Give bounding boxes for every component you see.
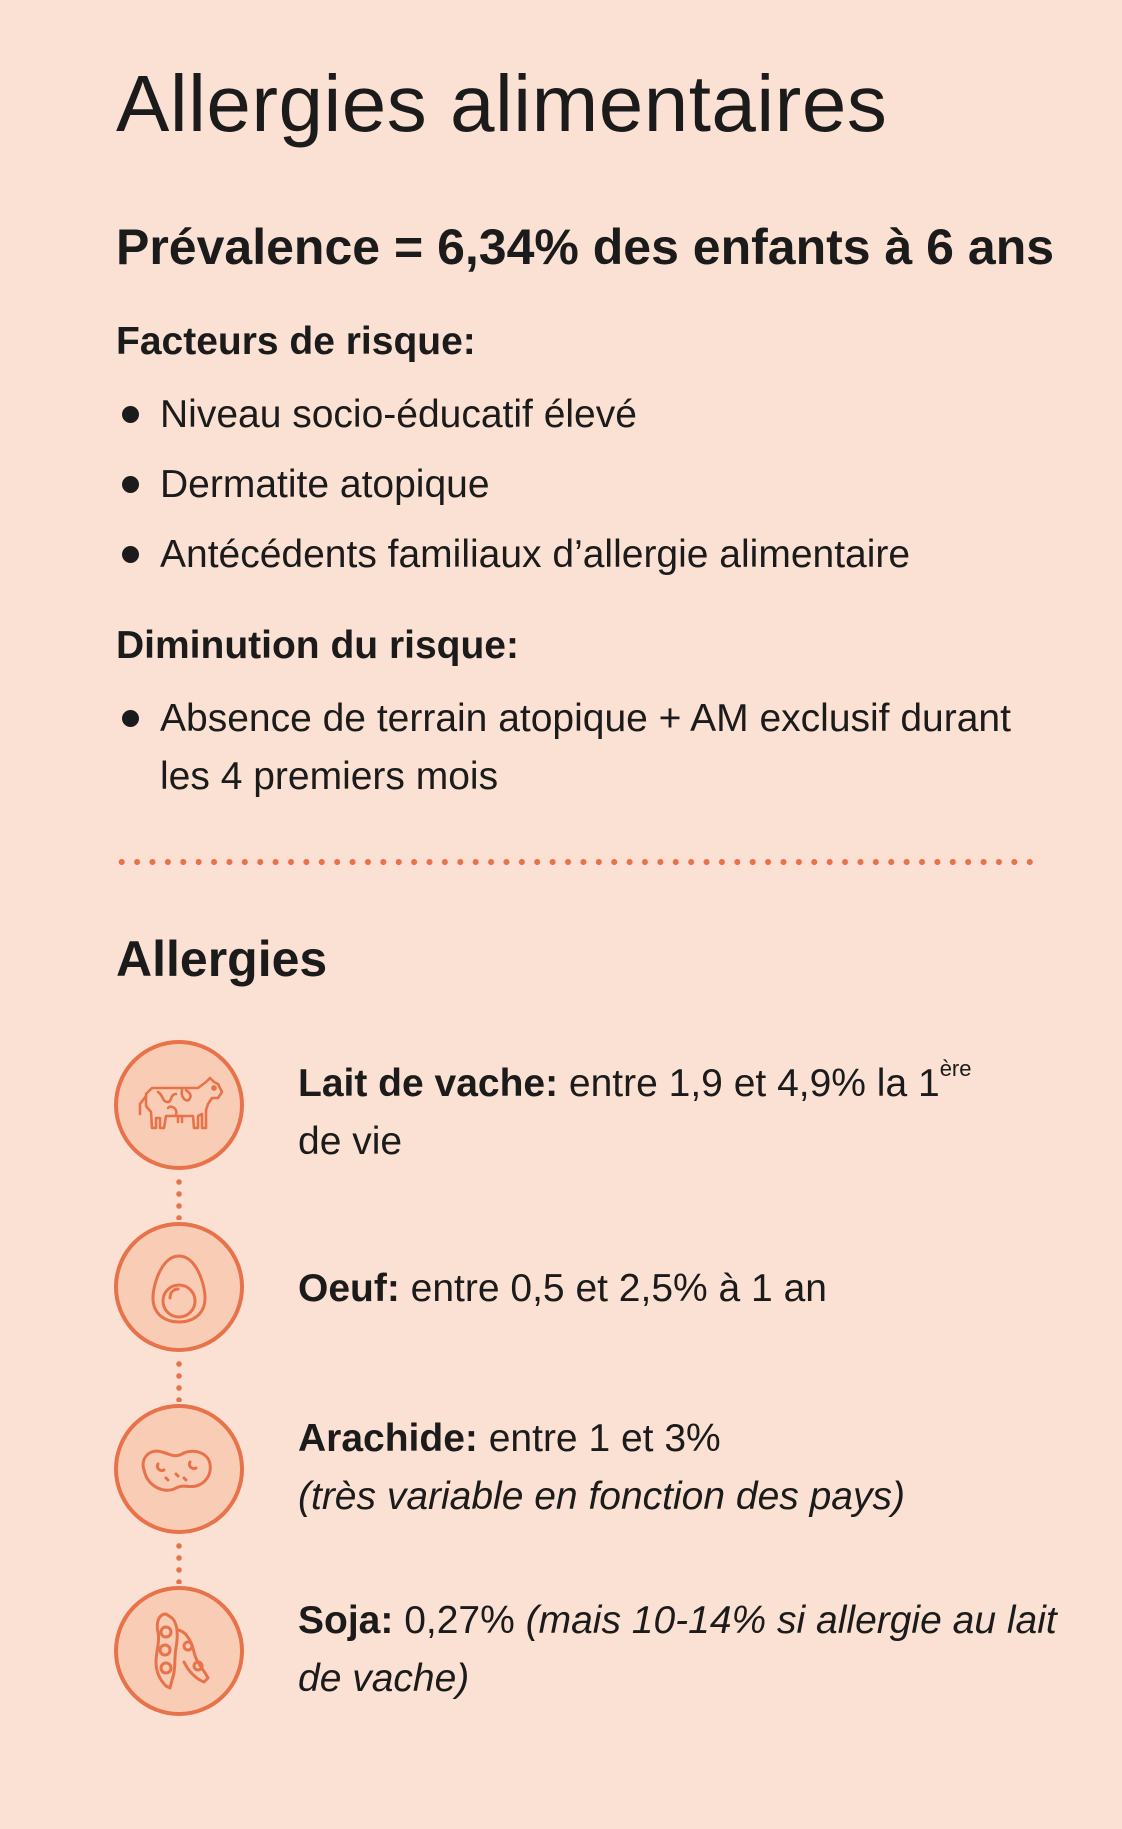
risk-reduction-heading: Diminution du risque: <box>116 624 519 667</box>
allergy-peanut-text: Arachide: entre 1 et 3% (très variable en fonction des pays) <box>298 1417 905 1518</box>
risk-reduction-list <box>116 690 1040 806</box>
bullet-icon <box>122 710 139 727</box>
list-item: Absence de terrain atopique + AM exclusif durant les 4 premiers mois <box>116 690 1040 806</box>
list-item: Niveau socio-éducatif élevé <box>116 386 910 456</box>
soy-icon <box>114 1586 244 1716</box>
allergy-egg-text: Oeuf: entre 0,5 et 2,5% à 1 an <box>298 1267 827 1310</box>
dotted-connector <box>176 1176 182 1220</box>
prevalence-heading: Prévalence = 6,34% des enfants à 6 ans <box>116 219 1055 275</box>
risk-factors-heading: Facteurs de risque: <box>116 320 476 363</box>
bullet-icon <box>122 406 139 423</box>
bullet-icon <box>122 546 139 563</box>
allergies-heading: Allergies <box>116 931 328 987</box>
list-item: Antécédents familiaux d’allergie alimentaire <box>116 526 910 596</box>
dotted-connector <box>176 1540 182 1584</box>
allergy-milk-text: Lait de vache: entre 1,9 et 4,9% la 1ère de vie <box>298 1056 972 1163</box>
dotted-connector <box>176 1358 182 1402</box>
egg-icon <box>114 1222 244 1352</box>
cow-icon <box>114 1040 244 1170</box>
peanut-icon <box>114 1404 244 1534</box>
allergy-soy-text: Soja: 0,27% (mais 10-14% si allergie au lait de vache) <box>298 1599 1057 1700</box>
page-title: Allergies alimentaires <box>116 59 888 148</box>
dotted-divider <box>114 858 1038 866</box>
list-item: Dermatite atopique <box>116 456 910 526</box>
bullet-icon <box>122 476 139 493</box>
risk-factors-list <box>116 386 910 596</box>
